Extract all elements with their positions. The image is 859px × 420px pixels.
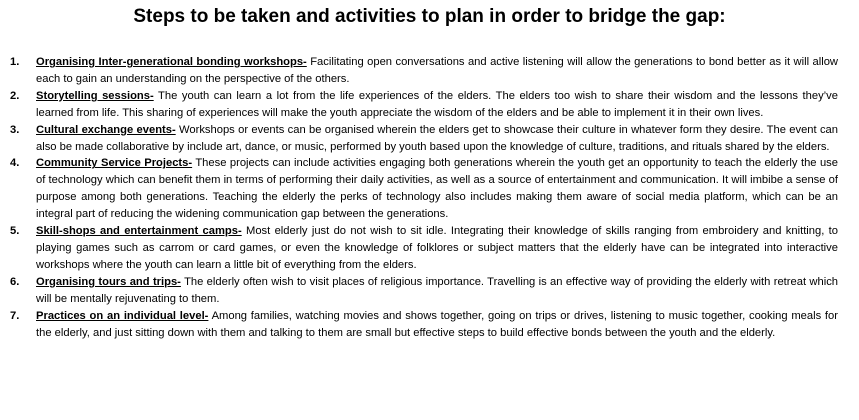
list-item: [10, 223, 838, 274]
list-item-text: The elderly often wish to visit places of religious importance. Travelling is an effective way of providing the elderly with retreat which will be mentally rejuvenating to them.: [36, 275, 839, 305]
list-item-heading: Cultural exchange events-: [36, 123, 176, 136]
list-item-text: The youth can learn a lot from the life experiences of the elders. The elders too wish to share their wisdom and the lessons they’ve learned from life. This sharing of experiences will make the youth appreciate the wisdom of the elders and be able to implement it in their own lives.: [36, 89, 838, 119]
list-item-text: Among families, watching movies and shows together, going on trips or drives, listening to music together, cooking meals for the elderly, and just sitting down with them and talking to them are small but effective steps to build effective bonds between the youth and the elderly.: [36, 309, 838, 339]
list-item-heading: Organising tours and trips-: [36, 275, 181, 288]
list-item-text: Facilitating open conversations and active listening will allow the generations to bond better as it will allow each to gain an understanding on the perspective of the others.: [36, 56, 838, 85]
list-item-text: These projects can include activities engaging both generations wherein the youth get an opportunity to teach the elderly the use of technology which can benefit them in terms of performing their daily activities, as well as a source of entertainment and communication. It will imbibe a sense of purpose among both generations. Teaching the elderly the perks of technology also includes making them aware of social media platform, which can be an integral part of reducing the widening communication gap between the generations.: [36, 157, 838, 221]
list-item-heading: Skill-shops and entertainment camps-: [36, 225, 242, 238]
list-item-number: 3.: [10, 123, 20, 136]
steps-list: [10, 54, 838, 341]
list-item-heading: Community Service Projects-: [36, 157, 193, 170]
list-item-number: 6.: [10, 275, 20, 288]
page-title: Steps to be taken and activities to plan in order to bridge the gap:: [133, 6, 726, 27]
list-item-heading: Storytelling sessions-: [36, 89, 154, 102]
list-item: [10, 155, 838, 223]
list-item-heading: Organising Inter-generational bonding workshops-: [36, 56, 307, 68]
list-item-number: 5.: [10, 225, 20, 238]
list-item: [10, 88, 838, 122]
list-item-number: 1.: [10, 56, 20, 68]
list-item-number: 4.: [10, 157, 20, 170]
list-item-number: 2.: [10, 89, 20, 102]
list-item: [10, 54, 838, 88]
list-item: [10, 274, 838, 308]
list-item-text: Workshops or events can be organised wherein the elders get to showcase their culture in whatever form they desire. The event can also be made collaborative by include art, dance, or music, performed by youth based upon the knowledge of culture, traditions, and rituals shared by the elders.: [36, 123, 838, 153]
list-item-number: 7.: [10, 309, 20, 322]
list-item: [10, 308, 838, 342]
list-item-text: Most elderly just do not wish to sit idle. Integrating their knowledge of skills ranging from embroidery and knitting, to playing games such as carrom or card games, or even the knowledge of folklores or subject matters that the elderly have can be integrated into interactive workshops where the youth can learn a little bit of everything from the elders.: [36, 225, 838, 271]
list-item: [10, 122, 838, 156]
list-item-heading: Practices on an individual level-: [36, 309, 209, 322]
